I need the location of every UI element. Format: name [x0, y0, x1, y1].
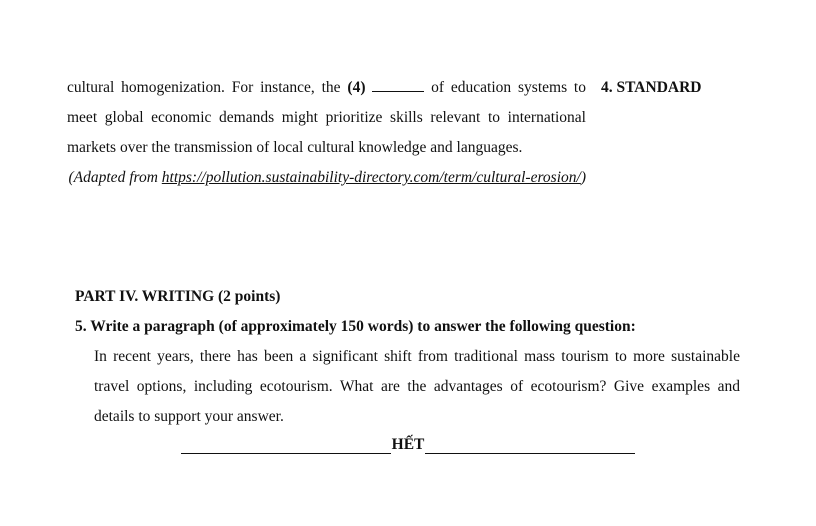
source-link[interactable]: https://pollution.sustainability-directory.com/term/cultural-erosion/ — [161, 169, 581, 186]
blank-number: (4) — [347, 79, 366, 96]
writing-question: 5. Write a paragraph (of approximately 150 words) to answer the following question: — [75, 318, 636, 335]
end-rule-right — [425, 453, 635, 454]
passage-text-after: of education systems to meet global economic demands might prioritize skills relevant to international markets over the transmission of local cultural knowledge and languages. — [67, 79, 586, 156]
source-prefix: (Adapted from — [68, 169, 162, 186]
section-heading: PART IV. WRITING (2 points) — [75, 288, 281, 305]
answer-blank — [372, 77, 424, 92]
writing-prompt: In recent years, there has been a significant shift from traditional mass tourism to more sustainable travel options, including ecotourism. What are the advantages of ecotourism? Give examples and details to support your answer. — [94, 348, 740, 425]
end-text: HẾT — [391, 436, 425, 453]
source-suffix: ) — [580, 169, 586, 186]
source-citation — [67, 163, 586, 193]
reading-passage — [67, 73, 586, 193]
end-rule-left — [181, 453, 391, 454]
writing-section — [75, 282, 745, 432]
answer-label: 4. STANDARD — [601, 79, 702, 96]
end-marker — [181, 432, 635, 458]
passage-text-before: cultural homogenization. For instance, the — [67, 79, 348, 96]
passage-paragraph — [67, 73, 586, 163]
